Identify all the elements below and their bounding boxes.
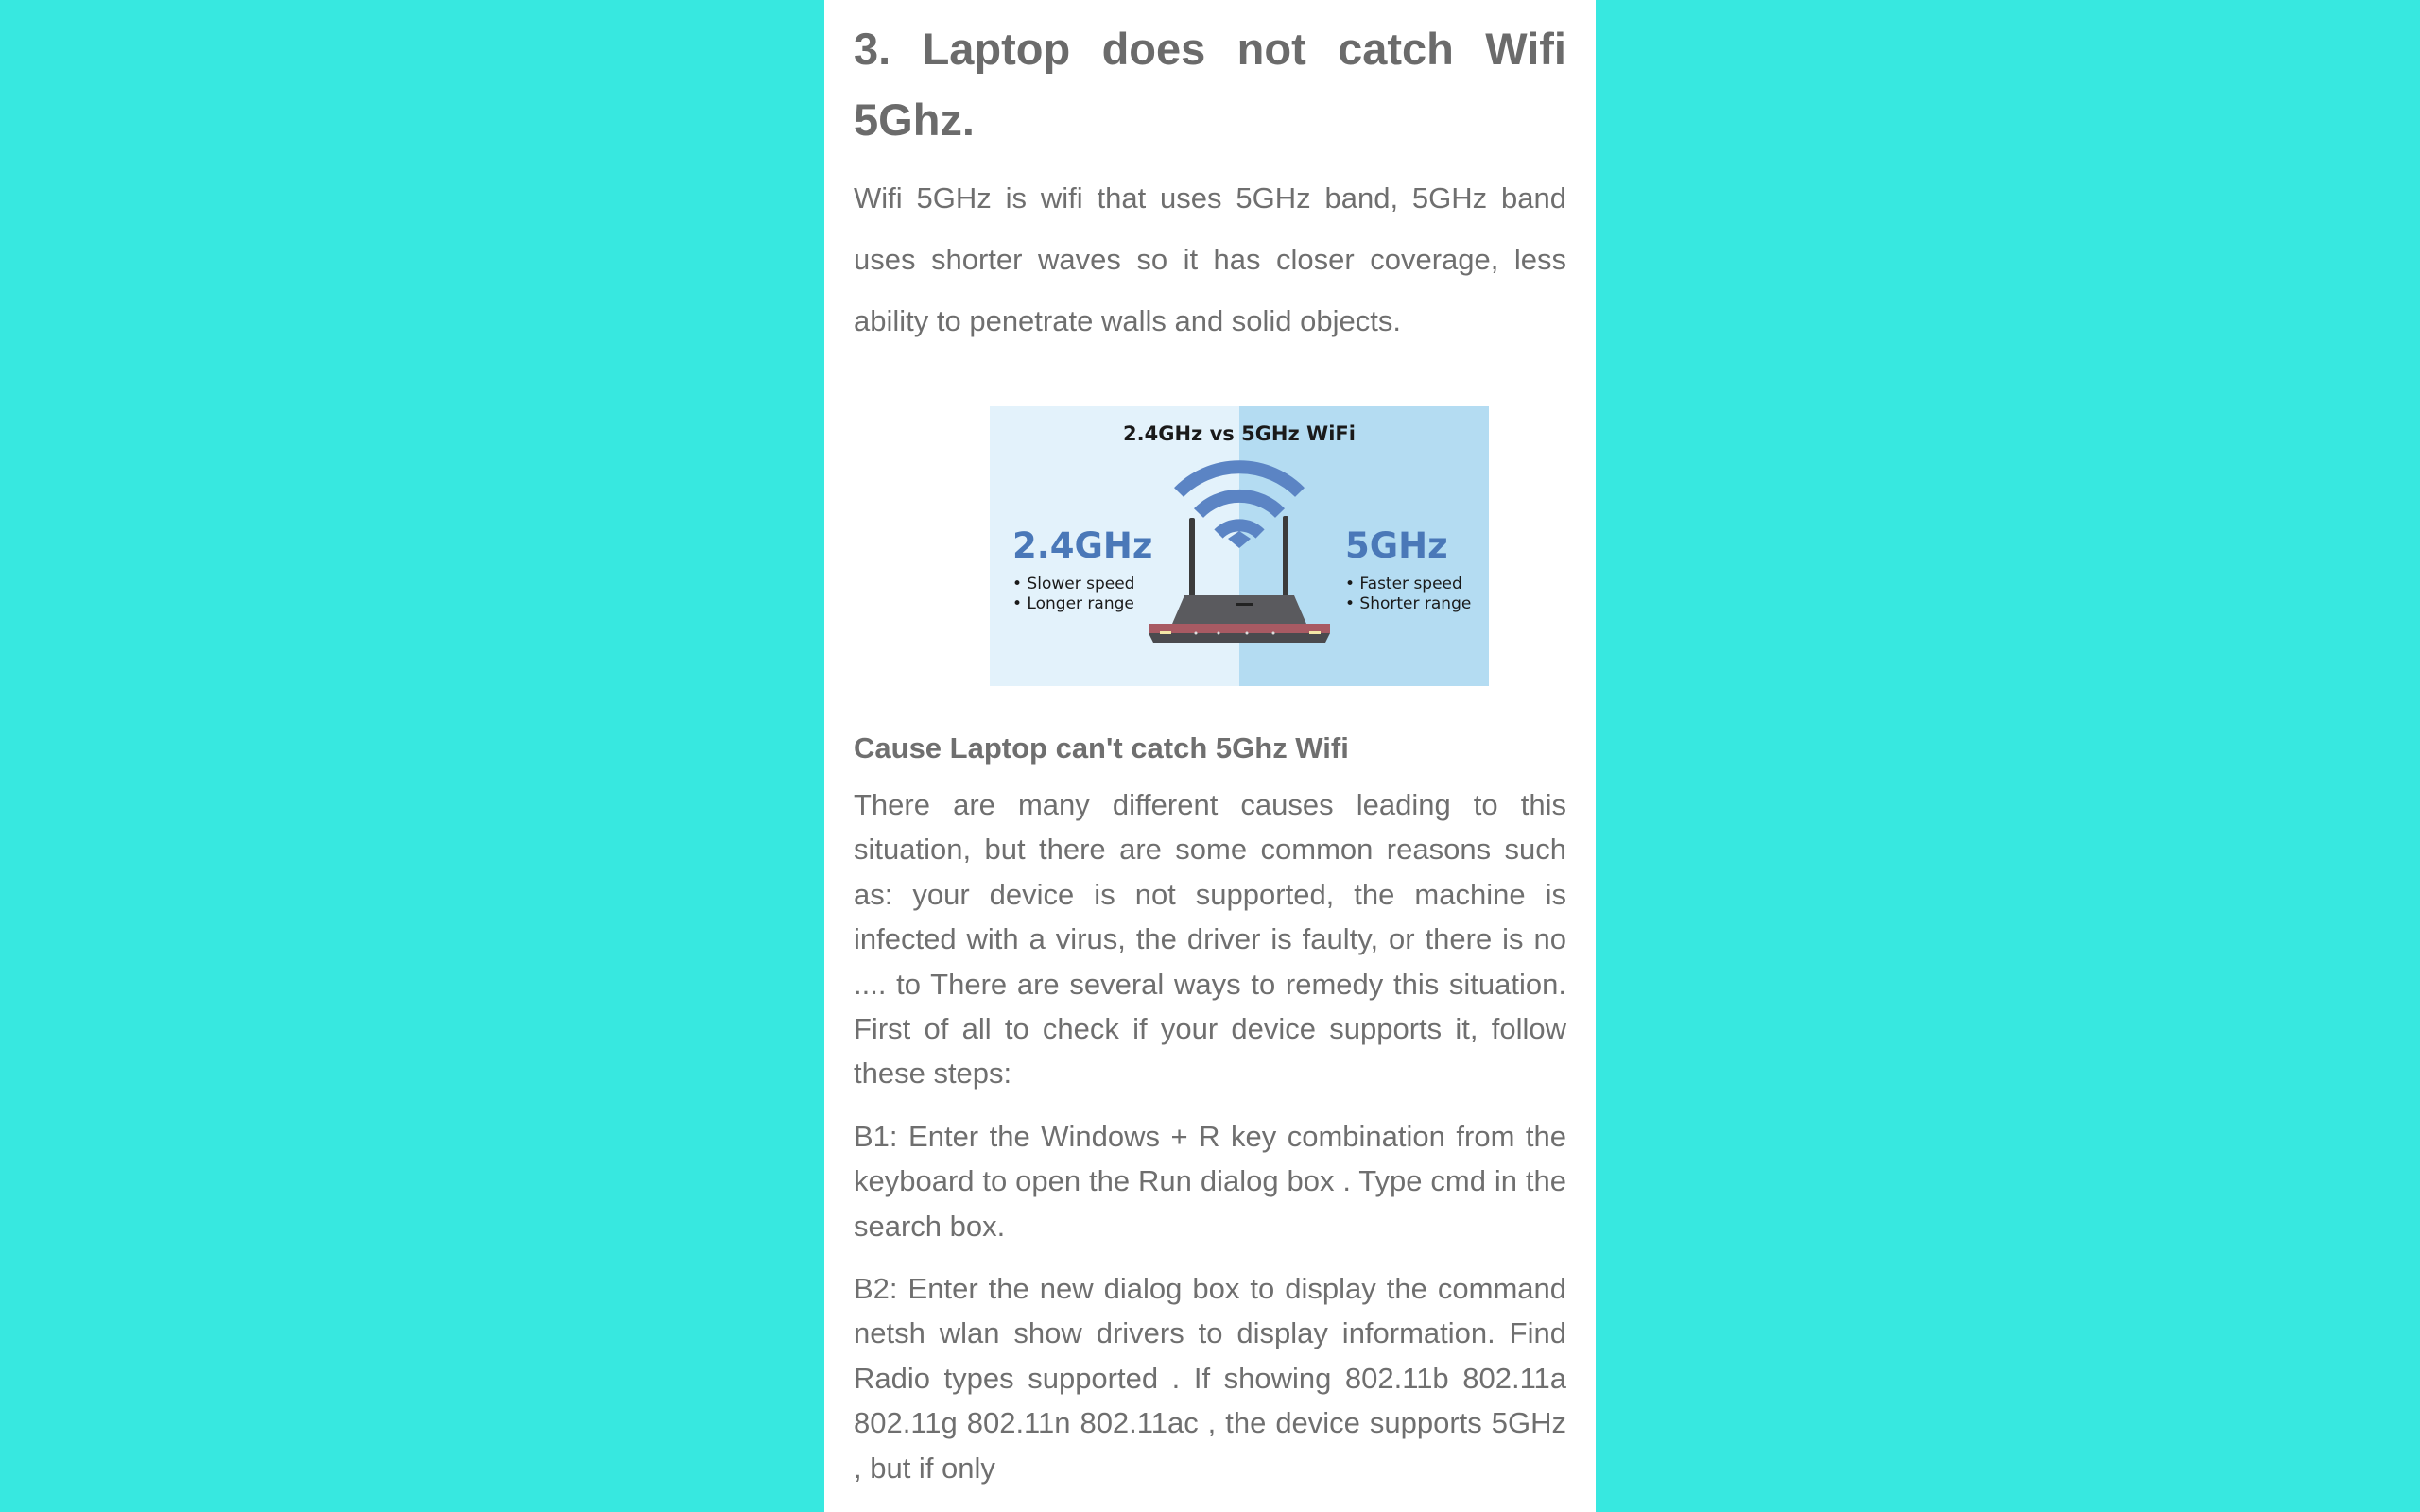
step-2-paragraph: B2: Enter the new dialog box to display the command netsh wlan show drivers to display information. Find Radio types supported . If showing 802.11b 802.11a 802.11g 802.11n 802.11ac , the device supports 5GHz , but if only <box>854 1272 1566 1485</box>
wifi-bands-infographic <box>990 406 1489 686</box>
left-point-1: • Slower speed <box>1012 575 1135 593</box>
right-band-label: 5GHz <box>1345 525 1448 566</box>
infographic-title: 2.4GHz vs 5GHz WiFi <box>1123 422 1356 445</box>
intro-paragraph: Wifi 5GHz is wifi that uses 5GHz band, 5GHz band uses shorter waves so it has closer coverage, less ability to penetrate walls and solid objects. <box>854 181 1566 337</box>
right-point-2: • Shorter range <box>1345 594 1472 613</box>
article-content <box>854 0 1566 1490</box>
left-band-label: 2.4GHz <box>1012 525 1153 566</box>
causes-paragraph: There are many different causes leading to this situation, but there are some common reasons such as: your device is not supported, the machine is infected with a virus, the driver is faulty, or there is no .... to There are several ways to remedy this situation. First of all to check if your device supports it, follow these steps: <box>854 788 1566 1091</box>
article-panel <box>824 0 1596 1512</box>
left-point-2: • Longer range <box>1012 594 1134 613</box>
figure-container <box>854 406 1566 686</box>
step-1-paragraph: B1: Enter the Windows + R key combination from the keyboard to open the Run dialog box . Type cmd in the search box. <box>854 1119 1566 1243</box>
section-heading: 3. Laptop does not catch Wifi 5Ghz. <box>854 24 1566 145</box>
right-point-1: • Faster speed <box>1345 575 1462 593</box>
cause-subheading: Cause Laptop can't catch 5Ghz Wifi <box>854 731 1349 765</box>
